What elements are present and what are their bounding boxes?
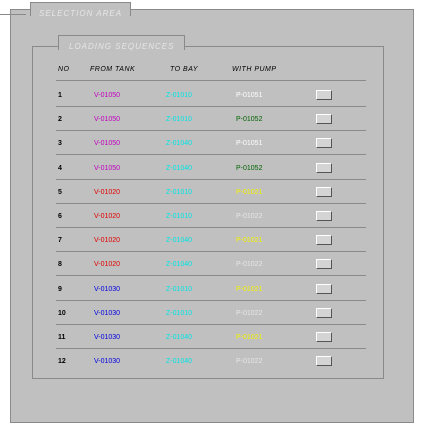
from-tank-value: V-01050 <box>94 140 121 147</box>
from-tank-value: V-01020 <box>94 261 121 268</box>
header-no: NO <box>58 66 70 73</box>
from-tank-value: V-01030 <box>94 286 121 293</box>
sequence-row <box>50 89 380 103</box>
sequence-row <box>50 162 380 176</box>
to-bay-value: Z-01040 <box>166 358 193 365</box>
row-separator <box>56 275 366 276</box>
row-separator <box>56 300 366 301</box>
row-number: 2 <box>58 116 62 123</box>
to-bay-value: Z-01040 <box>166 261 193 268</box>
sequence-row <box>50 234 380 248</box>
select-sequence-button[interactable] <box>316 138 332 148</box>
with-pump-value: P-01022 <box>236 358 263 365</box>
with-pump-value: P-01022 <box>236 310 263 317</box>
row-number: 9 <box>58 286 62 293</box>
from-tank-value: V-01020 <box>94 237 121 244</box>
select-sequence-button[interactable] <box>316 356 332 366</box>
to-bay-value: Z-01010 <box>166 310 193 317</box>
sequence-row <box>50 331 380 345</box>
row-separator <box>56 227 366 228</box>
to-bay-value: Z-01010 <box>166 92 193 99</box>
loading-sequences-tab <box>58 35 185 50</box>
to-bay-value: Z-01010 <box>166 286 193 293</box>
with-pump-value: P-01022 <box>236 213 263 220</box>
to-bay-value: Z-01010 <box>166 189 193 196</box>
to-bay-value: Z-01040 <box>166 165 193 172</box>
header-from-tank: FROM TANK <box>90 66 136 73</box>
from-tank-value: V-01050 <box>94 92 121 99</box>
select-sequence-button[interactable] <box>316 308 332 318</box>
row-number: 10 <box>58 310 66 317</box>
sequence-row <box>50 307 380 321</box>
row-number: 3 <box>58 140 62 147</box>
to-bay-value: Z-01040 <box>166 237 193 244</box>
header-separator <box>56 80 366 81</box>
select-sequence-button[interactable] <box>316 90 332 100</box>
from-tank-value: V-01050 <box>94 116 121 123</box>
sequence-row <box>50 210 380 224</box>
header-to-bay: TO BAY <box>170 66 199 73</box>
with-pump-value: P-01021 <box>236 286 263 293</box>
row-number: 1 <box>58 92 62 99</box>
row-separator <box>56 106 366 107</box>
with-pump-value: P-01051 <box>236 92 263 99</box>
row-number: 12 <box>58 358 66 365</box>
row-number: 4 <box>58 165 62 172</box>
row-separator <box>56 324 366 325</box>
from-tank-value: V-01030 <box>94 334 121 341</box>
row-number: 5 <box>58 189 62 196</box>
from-tank-value: V-01030 <box>94 358 121 365</box>
with-pump-value: P-01052 <box>236 116 263 123</box>
row-number: 11 <box>58 334 66 341</box>
to-bay-value: Z-01040 <box>166 140 193 147</box>
row-number: 8 <box>58 261 62 268</box>
sequence-row <box>50 137 380 151</box>
select-sequence-button[interactable] <box>316 259 332 269</box>
sequence-row <box>50 355 380 369</box>
row-number: 6 <box>58 213 62 220</box>
loading-sequences-title: LOADING SEQUENCES <box>69 42 175 51</box>
with-pump-value: P-01021 <box>236 334 263 341</box>
to-bay-value: Z-01010 <box>166 116 193 123</box>
header-with-pump: WITH PUMP <box>232 66 277 73</box>
with-pump-value: P-01021 <box>236 237 263 244</box>
row-separator <box>56 154 366 155</box>
from-tank-value: V-01020 <box>94 213 121 220</box>
row-number: 7 <box>58 237 62 244</box>
sequence-row <box>50 258 380 272</box>
select-sequence-button[interactable] <box>316 284 332 294</box>
selection-area-title: SELECTION AREA <box>39 9 123 18</box>
with-pump-value: P-01021 <box>236 189 263 196</box>
to-bay-value: Z-01040 <box>166 334 193 341</box>
with-pump-value: P-01051 <box>236 140 263 147</box>
sequence-row <box>50 283 380 297</box>
select-sequence-button[interactable] <box>316 114 332 124</box>
with-pump-value: P-01022 <box>236 261 263 268</box>
sequence-row <box>50 113 380 127</box>
row-separator <box>56 203 366 204</box>
to-bay-value: Z-01010 <box>166 213 193 220</box>
select-sequence-button[interactable] <box>316 187 332 197</box>
outer-frame-line <box>0 14 26 15</box>
select-sequence-button[interactable] <box>316 211 332 221</box>
from-tank-value: V-01030 <box>94 310 121 317</box>
select-sequence-button[interactable] <box>316 332 332 342</box>
row-separator <box>56 348 366 349</box>
select-sequence-button[interactable] <box>316 163 332 173</box>
with-pump-value: P-01052 <box>236 165 263 172</box>
sequence-row <box>50 186 380 200</box>
row-separator <box>56 130 366 131</box>
from-tank-value: V-01020 <box>94 189 121 196</box>
selection-area-tab <box>30 2 131 16</box>
select-sequence-button[interactable] <box>316 235 332 245</box>
row-separator <box>56 179 366 180</box>
row-separator <box>56 251 366 252</box>
from-tank-value: V-01050 <box>94 165 121 172</box>
